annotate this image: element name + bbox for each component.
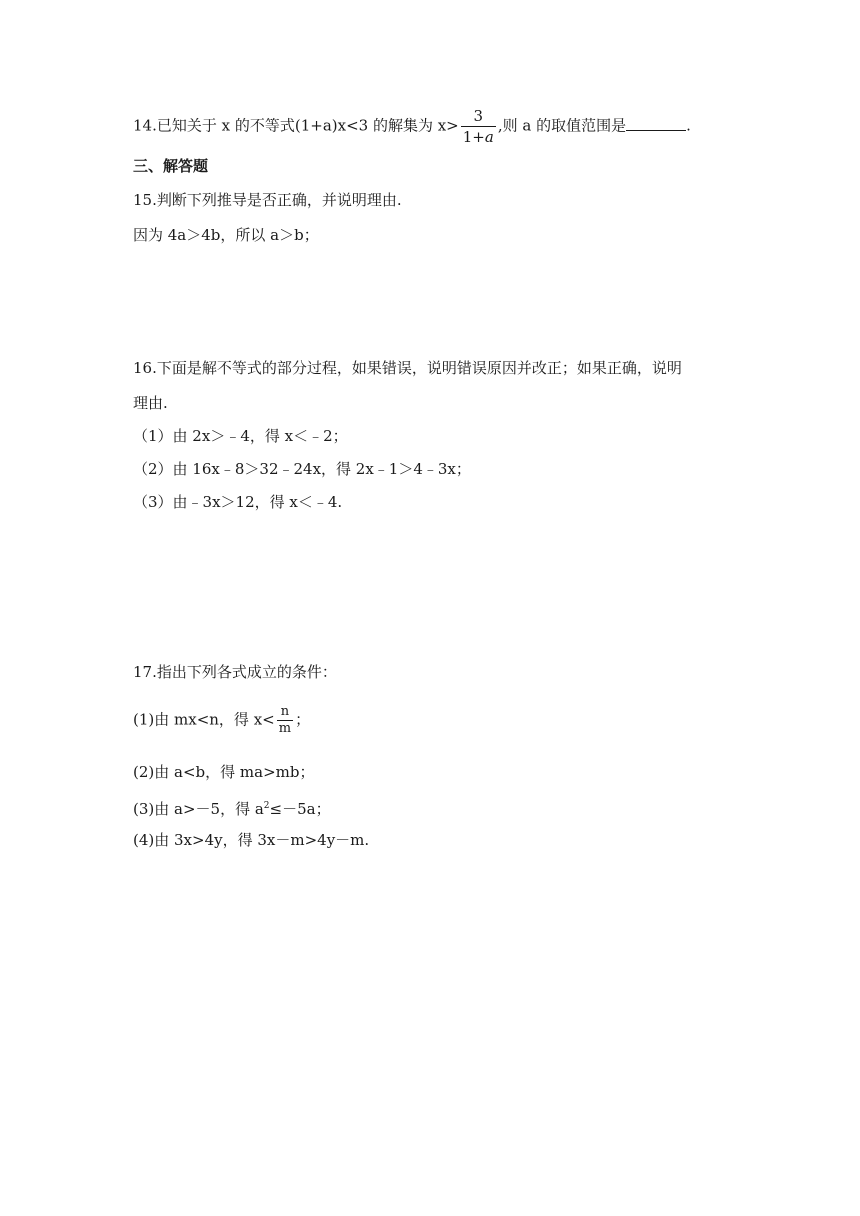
q14-prefix: 14.已知关于 x 的不等式(1+a)x<3 的解集为 x> xyxy=(133,116,459,135)
question-15-line-1: 15.判断下列推导是否正确，并说明理由. xyxy=(133,191,402,209)
q17-item-3-prefix: (3)由 a>－5，得 a xyxy=(133,800,264,818)
q14-suffix: ,则 a 的取值范围是 xyxy=(497,116,627,135)
q17-item-1-prefix: (1)由 mx<n，得 x< xyxy=(133,710,275,729)
question-16-item-3: （3）由﹣3x＞12，得 x＜﹣4. xyxy=(133,493,343,511)
question-16-line-2: 理由. xyxy=(133,394,168,412)
question-15-line-2: 因为 4a＞4b，所以 a＞b； xyxy=(133,226,319,244)
q17-item-1-denominator: m xyxy=(278,721,292,736)
q14-fraction-denominator xyxy=(461,127,496,147)
q17-item-1-suffix: ； xyxy=(295,710,311,729)
q17-item-3-suffix: ≤－5a； xyxy=(269,800,331,818)
question-17-item-2: (2)由 a<b，得 ma>mb； xyxy=(133,763,315,781)
section-3-heading: 三、解答题 xyxy=(133,157,209,175)
q14-fraction xyxy=(461,106,496,147)
question-17-item-4: (4)由 3x>4y，得 3x－m>4y－m. xyxy=(133,831,370,849)
q17-item-3-exponent: 2 xyxy=(263,801,270,811)
question-16-item-1: （1）由 2x＞﹣4，得 x＜﹣2； xyxy=(133,427,348,445)
q14-fraction-numerator: 3 xyxy=(461,106,496,127)
question-17-item-1 xyxy=(133,704,310,737)
question-14 xyxy=(133,106,691,147)
q14-answer-blank[interactable] xyxy=(626,116,686,131)
q17-item-1-fraction xyxy=(277,704,293,737)
question-17-item-3 xyxy=(133,796,331,819)
question-17-line-1: 17.指出下列各式成立的条件： xyxy=(133,663,337,681)
q14-end: . xyxy=(686,116,691,135)
question-16-line-1: 16.下面是解不等式的部分过程，如果错误，说明错误原因并改正；如果正确，说明 xyxy=(133,359,682,377)
q14-denominator-variable: a xyxy=(484,128,494,146)
q17-item-1-numerator: n xyxy=(277,704,293,721)
q14-denominator-constant: 1+ xyxy=(462,128,485,146)
question-16-item-2: （2）由 16x﹣8＞32﹣24x，得 2x﹣1＞4﹣3x； xyxy=(133,460,471,478)
